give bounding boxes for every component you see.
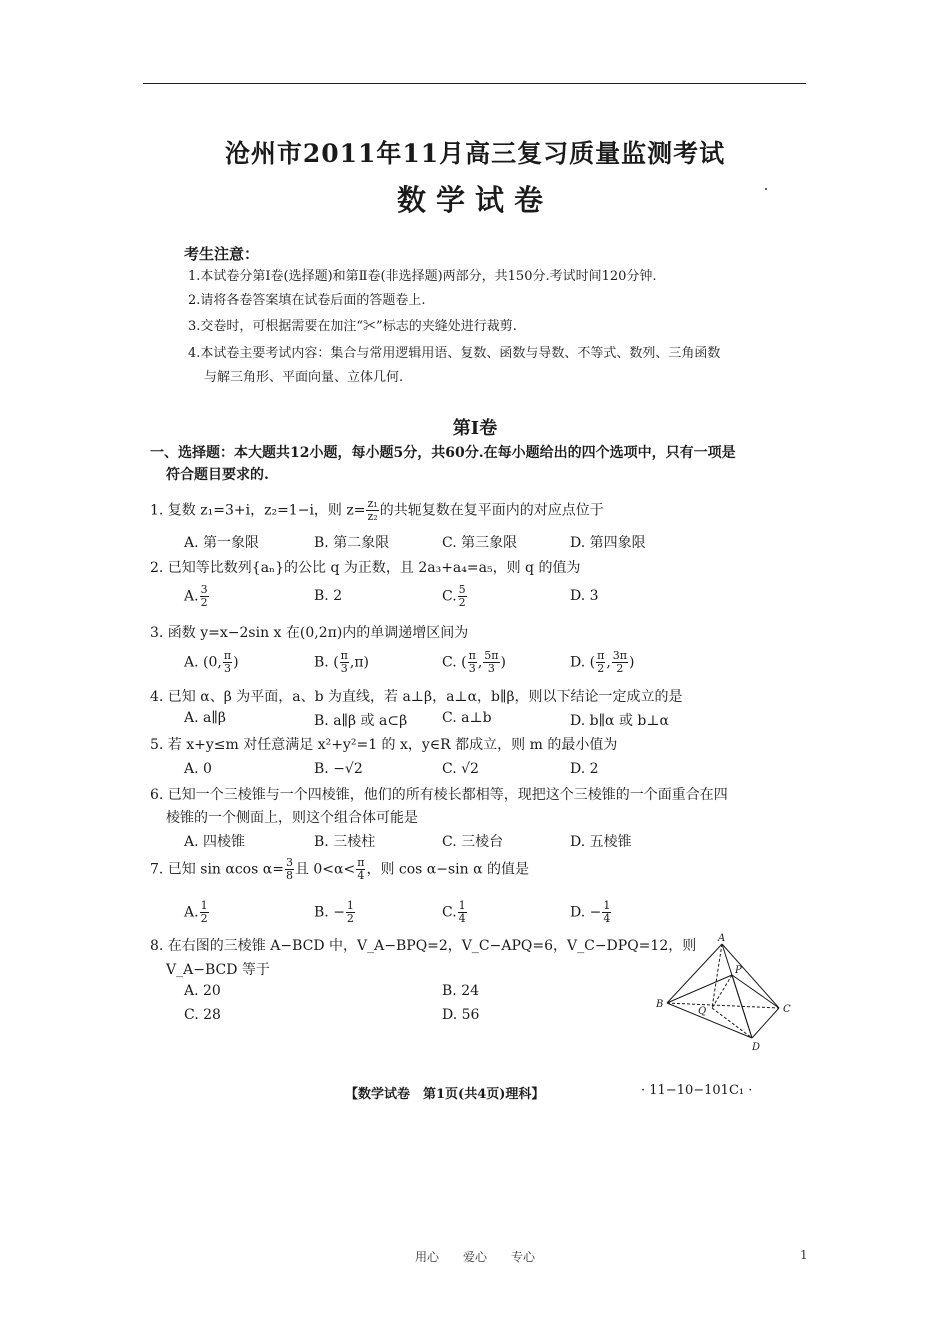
q3-c-den2: 3 — [487, 662, 495, 675]
q7-a-label: A. — [184, 904, 199, 921]
q1-pre: 1. 复数 z₁=3+i，z₂=1−i，则 z= — [150, 502, 366, 519]
q3-c-num1: π — [468, 649, 476, 662]
line-bp — [667, 975, 732, 1003]
q3-c-post: ) — [500, 654, 506, 671]
q7-option-a — [184, 900, 210, 925]
q3-option-b — [314, 650, 369, 675]
q7-d-den: 4 — [603, 912, 611, 925]
q6-option-c: C. 三棱台 — [442, 834, 504, 850]
q3-b-pre: B. ( — [314, 654, 339, 671]
notice-item-3: 3.交卷时，可根据需要在加注“✂”标志的夹缝处进行裁剪. — [188, 319, 517, 334]
q2-option-d: D. 3 — [570, 588, 599, 604]
q1-frac-num: z₁ — [367, 497, 378, 510]
q3-b-frac — [340, 650, 349, 675]
label-q: Q — [698, 1006, 707, 1017]
q2-c-num: 5 — [458, 583, 466, 596]
q3-c-den1: 3 — [468, 662, 476, 675]
q3-c-frac-2 — [483, 650, 499, 675]
notice-item-2: 2.请将各卷答案填在试卷后面的答题卷上. — [188, 293, 426, 308]
question-8-line-2: V_A−BCD 等于 — [166, 962, 270, 978]
q6-option-a: A. 四棱锥 — [184, 834, 246, 850]
q7-mid: 且 0<α< — [294, 861, 356, 878]
q8-option-d: D. 56 — [442, 1007, 480, 1023]
q7-num1: 3 — [285, 856, 293, 869]
q7-option-b — [314, 900, 356, 925]
q3-a-num: π — [223, 649, 232, 662]
q3-a-pre: A. (0, — [184, 654, 222, 671]
question-6-line-2: 棱锥的一个侧面上，则这个组合体可能是 — [166, 810, 418, 826]
edge-bd — [667, 1003, 752, 1038]
q7-num2: π — [357, 856, 365, 869]
q3-d-pre: D. ( — [570, 654, 596, 671]
q3-a-post: ) — [233, 654, 239, 671]
q3-d-num2: 3π — [612, 649, 628, 662]
q1-fraction — [366, 498, 378, 523]
q2-c-label: C. — [442, 588, 457, 605]
question-1 — [150, 498, 604, 523]
label-c: C — [783, 1004, 791, 1015]
question-3: 3. 函数 y=x−2sin x 在(0,2π)内的单调递增区间为 — [150, 625, 469, 641]
q7-c-den: 4 — [458, 912, 466, 925]
q7-frac-1 — [285, 857, 294, 882]
q4-option-a: A. a∥β — [184, 710, 226, 726]
line-qd — [712, 1008, 752, 1038]
q2-c-den: 2 — [458, 596, 466, 609]
q7-a-num: 1 — [200, 899, 208, 912]
q1-option-b: B. 第二象限 — [314, 535, 390, 551]
q3-option-c — [442, 650, 506, 675]
q7-frac-2 — [356, 857, 365, 882]
top-rule — [143, 83, 806, 84]
notice-item-4-cont: 与解三角形、平面向量、立体几何. — [204, 370, 404, 385]
edge-cd — [752, 1008, 779, 1038]
q8-option-b: B. 24 — [442, 983, 480, 999]
notice-item-1: 1.本试卷分第Ⅰ卷(选择题)和第Ⅱ卷(非选择题)两部分，共150分.考试时间120分钟. — [188, 269, 657, 284]
q7-a-frac — [200, 900, 209, 925]
q1-post: 的共轭复数在复平面内的对应点位于 — [379, 502, 604, 519]
q8-option-c: C. 28 — [184, 1007, 221, 1023]
q6-option-b: B. 三棱柱 — [314, 834, 376, 850]
q4-option-d: D. b∥α 或 b⊥α — [570, 713, 669, 729]
q3-d-post: ) — [629, 654, 635, 671]
section-line-1: 一、选择题：本大题共12小题，每小题5分，共60分.在每小题给出的四个选项中，只有一项是 — [150, 445, 736, 461]
q3-d-sep: , — [606, 654, 611, 671]
q5-option-c: C. √2 — [442, 761, 479, 777]
q4-option-b: B. a∥β 或 a⊂β — [314, 713, 408, 729]
q8-option-a: A. 20 — [184, 983, 221, 999]
q3-c-frac-1 — [468, 650, 477, 675]
q3-d-frac-2 — [612, 650, 628, 675]
q5-option-d: D. 2 — [570, 761, 599, 777]
q2-a-den: 2 — [200, 596, 208, 609]
q4-option-c: C. a⊥b — [442, 710, 492, 726]
q2-a-label: A. — [184, 588, 199, 605]
q3-d-num1: π — [597, 649, 605, 662]
question-4: 4. 已知 α、β 为平面，a、b 为直线，若 a⊥β，a⊥α，b∥β，则以下结论一定成立的是 — [150, 689, 683, 705]
q6-option-d: D. 五棱锥 — [570, 834, 632, 850]
q7-c-label: C. — [442, 904, 457, 921]
q7-pre: 7. 已知 sin αcos α= — [150, 861, 284, 878]
edge-bc — [667, 1003, 779, 1008]
question-8-line-1: 8. 在右图的三棱锥 A−BCD 中，V_A−BPQ=2，V_C−APQ=6，V_C−DPQ=12，则 — [150, 938, 697, 954]
q3-b-post: ,π) — [349, 654, 370, 671]
page-footer-left: 【数学试卷 第1页(共4页)理科】 — [345, 1087, 545, 1102]
question-7 — [150, 857, 529, 882]
q7-option-d — [570, 900, 612, 925]
q3-c-sep: , — [477, 654, 483, 671]
notice-item-4: 4.本试卷主要考试内容：集合与常用逻辑用语、复数、函数与导数、不等式、数列、三角函数 — [188, 346, 721, 361]
line-pq — [712, 975, 732, 1008]
q7-den2: 4 — [357, 869, 365, 882]
q3-b-num: π — [340, 649, 348, 662]
q3-d-den2: 2 — [616, 662, 624, 675]
page-footer-right: · 11−10−101C₁ · — [641, 1083, 753, 1098]
q2-c-frac — [458, 584, 467, 609]
q7-c-frac — [458, 900, 467, 925]
q3-d-den1: 2 — [597, 662, 605, 675]
q1-option-a: A. 第一象限 — [184, 535, 260, 551]
q2-a-num: 3 — [200, 583, 208, 596]
q7-b-den: 2 — [346, 912, 354, 925]
label-p: P — [735, 965, 742, 976]
q7-option-c — [442, 900, 468, 925]
section-heading — [150, 442, 800, 486]
q2-a-frac — [200, 584, 209, 609]
q2-option-b: B. 2 — [314, 588, 343, 604]
label-b: B — [656, 999, 664, 1010]
q1-frac-den: z₂ — [367, 510, 378, 523]
exam-subtitle: 数学试卷 — [396, 183, 553, 217]
q3-b-den: 3 — [340, 662, 348, 675]
q7-d-frac — [602, 900, 611, 925]
q7-b-label: B. − — [314, 904, 345, 921]
q5-option-a: A. 0 — [184, 761, 212, 777]
part-title: 第Ⅰ卷 — [452, 418, 498, 439]
q1-option-c: C. 第三象限 — [442, 535, 518, 551]
section-line-2: 符合题目要求的. — [166, 467, 269, 483]
label-d: D — [752, 1042, 761, 1053]
q3-a-frac — [223, 650, 232, 675]
q7-den1: 8 — [285, 869, 293, 882]
q3-c-pre: C. ( — [442, 654, 467, 671]
q3-c-num2: 5π — [484, 649, 499, 662]
q3-option-d — [570, 650, 634, 675]
question-5: 5. 若 x+y≤m 对任意满足 x²+y²=1 的 x，y∈R 都成立，则 m 的最小值为 — [150, 737, 618, 753]
exam-title: 沧州市2011年11月高三复习质量监测考试 — [224, 139, 726, 168]
question-6-line-1: 6. 已知一个三棱锥与一个四棱锥，他们的所有棱长都相等，现把这个三棱锥的一个面重合在四 — [150, 787, 728, 803]
q3-a-den: 3 — [223, 662, 231, 675]
q7-a-den: 2 — [200, 912, 208, 925]
q7-d-label: D. − — [570, 904, 602, 921]
question-2: 2. 已知等比数列{aₙ}的公比 q 为正数，且 2a₃+a₄=a₅，则 q 的值为 — [150, 560, 581, 576]
q7-b-frac — [346, 900, 355, 925]
bottom-slogan: 用心 爱心 专心 — [414, 1250, 535, 1264]
notice-title: 考生注意： — [184, 245, 260, 263]
q2-option-a — [184, 584, 210, 609]
q7-c-num: 1 — [458, 899, 466, 912]
q1-option-d: D. 第四象限 — [570, 535, 646, 551]
label-a: A — [718, 933, 726, 944]
q2-option-c — [442, 584, 468, 609]
q3-d-frac-1 — [596, 650, 605, 675]
q7-b-num: 1 — [346, 899, 354, 912]
q7-d-num: 1 — [603, 899, 611, 912]
q5-option-b: B. −√2 — [314, 761, 363, 777]
page-number: 1 — [800, 1248, 808, 1262]
q7-post: ，则 cos α−sin α 的值是 — [366, 861, 530, 878]
q3-option-a — [184, 650, 239, 675]
line-cp — [732, 975, 779, 1008]
tetrahedron-figure — [652, 930, 802, 1055]
